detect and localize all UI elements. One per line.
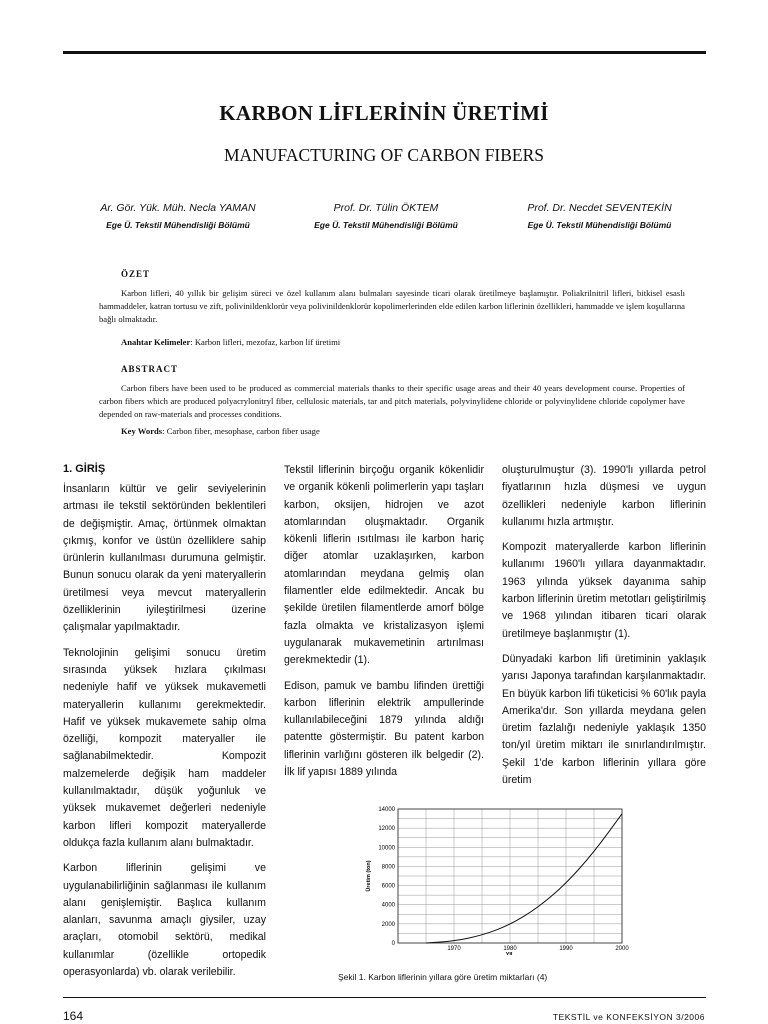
author-1 xyxy=(78,202,278,230)
paragraph: İnsanların kültür ve gelir seviyelerinin artması ile tekstil sektöründen beklentileri de değişmiştir. Amaç, örtünmek olmaktan çıkmış, konfor ve üstün özelliklere sahip ürünlerin kullanılması durumuna gelmiştir. Bunun sonucu olarak da yeni materyallerin üretilmesi veya mevcut materyallerin özelliklerinin iyileştirilmesi üzerine çalışmalar yapılmaktadır. xyxy=(63,483,266,634)
column-1 xyxy=(63,462,266,989)
column-3 xyxy=(502,462,706,797)
author-2 xyxy=(296,202,476,230)
ozet-keywords-label: Anahtar Kelimeler xyxy=(121,337,191,347)
author-affiliation: Ege Ü. Tekstil Mühendisliği Bölümü xyxy=(106,220,250,230)
y-tick-label: 12000 xyxy=(378,826,395,833)
x-axis-label: YIL xyxy=(505,952,515,955)
ozet-keywords xyxy=(121,336,685,349)
journal-name: TEKSTİL ve KONFEKSİYON 3/2006 xyxy=(552,1012,705,1022)
section-heading-giris: 1. GİRİŞ xyxy=(63,463,106,475)
top-rule xyxy=(63,51,706,54)
y-tick-label: 0 xyxy=(391,941,395,947)
author-name: Ar. Gör. Yük. Müh. Necla YAMAN xyxy=(100,202,256,214)
ozet-section xyxy=(99,268,685,349)
abstract-section xyxy=(99,363,685,438)
author-affiliation: Ege Ü. Tekstil Mühendisliği Bölümü xyxy=(314,220,458,230)
column-2 xyxy=(284,462,484,789)
author-affiliation: Ege Ü. Tekstil Mühendisliği Bölümü xyxy=(527,220,672,230)
paragraph: Edison, pamuk ve bambu lifinden ürettiği karbon liflerinin elektrik ampullerinde kullanılabileceğini 1879 yılında aldığı patentte göstermiştir. Bu patent karbon liflerinin varlığını gösteren ilk belgedir (2). İlk lif yapısı 1889 yılında xyxy=(284,679,484,779)
author-name: Prof. Dr. Tülin ÖKTEM xyxy=(333,202,439,214)
paragraph: Karbon liflerinin gelişimi ve uygulanabilirliğinin sağlanması ile kullanım alanı genişlemiştir. Başlıca kullanım alanları, savunma amaçlı giysiler, uzay araçları, otomobil sektörü, medikal kullanımlar (özellikle ortopedik operasyonlarda) vb. olarak verilebilir. xyxy=(63,862,266,979)
x-tick-label: 1980 xyxy=(503,946,517,952)
page-number: 164 xyxy=(63,1009,84,1023)
title-english: MANUFACTURING OF CARBON FIBERS xyxy=(223,145,545,165)
title-turkish: KARBON LİFLERİNİN ÜRETİMİ xyxy=(219,101,549,125)
ozet-heading: ÖZET xyxy=(121,269,151,279)
abstract-keywords-label: Key Words xyxy=(121,426,163,436)
x-tick-label: 1970 xyxy=(447,946,461,952)
paragraph: Teknolojinin gelişimi sonucu üretim sırasında yüksek hızlara çıkılması nedeniyle hafif ve yüksek mukavemetli materyallerin kullanımı gerekmektedir. Hafif ve yüksek mukavemete sahip olma özelliği, kompozit materyaller ile sağlanabilmektedir. Kompozit malzemelerde değişik ham maddeler kullanılmaktadır, düşük yoğunluk ve yüksek mukavemet değerleri nedeniyle karbon lifleri kompozit materyallerde oldukça fazla kullanım alanı bulmaktadır. xyxy=(63,646,266,849)
paragraph: Tekstil liflerinin birçoğu organik kökenlidir ve organik kökenli polimerlerin yapı taşları karbon, oksijen, hidrojen ve azot atomlarından oluşmaktadır. Organik kökenli liflerin ısıtılması ile karbon hariç diğer atomlar uzaklaşırken, karbon atomlarından meydana gelmiş olan filamentler elde edilmektedir. Ancak bu şekilde üretilen filamentlerde amorf bölge fazla olmakta ve kristalizasyon işlemi uygulanarak mukavemetinin artırılması gerekmektedir (1). xyxy=(284,464,484,667)
y-tick-label: 2000 xyxy=(381,921,395,928)
x-tick-label: 1990 xyxy=(559,946,573,952)
paragraph: oluşturulmuştur (3). 1990'lı yıllarda petrol fiyatlarının hızla düşmesi ve uygun özellikleri nedeniyle karbon liflerinin kullanımı hızla artmıştır. xyxy=(502,464,706,528)
y-tick-label: 14000 xyxy=(378,807,395,813)
ozet-keywords-text: : Karbon lifleri, mezofaz, karbon lif üretimi xyxy=(190,337,341,347)
y-tick-label: 8000 xyxy=(381,864,395,871)
y-tick-label: 6000 xyxy=(381,883,395,890)
y-axis-label: Üretim (ton) xyxy=(366,860,372,892)
paragraph: Dünyadaki karbon lifi üretiminin yaklaşık yarısı Japonya tarafından karşılanmaktadır. En büyük karbon lifi tüketicisi % 60'lık payla Amerika'dır. Son yıllarda meydana gelen üretim fazlalığı nedeniyle yaklaşık 1350 ton/yıl üretim miktarı ile sınırlandırılmıştır. Şekil 1'de karbon liflerinin yıllara göre üretim xyxy=(502,652,706,787)
ozet-text: Karbon lifleri, 40 yıllık bir gelişim süreci ve özel kullanım alanı bulmaları sayesinde ticari olarak üretilmeye başlamıştır. Poliakrilnitril lifleri, bitkisel esaslı hammaddeler, katran tortusu ve zift, polivinildenklorür veya polivinildenklorür kopolimerlerinden elde edilen karbon liflerinin özellikleri, hammadde ve işlem koşullarına bağlı olmaktadır. xyxy=(99,288,685,324)
x-tick-label: 2000 xyxy=(615,946,629,952)
figure-caption: Şekil 1. Karbon liflerinin yıllara göre üretim miktarları (4) xyxy=(338,972,548,982)
bottom-rule xyxy=(63,997,706,998)
production-chart xyxy=(360,805,630,955)
y-tick-label: 10000 xyxy=(378,845,395,852)
author-3 xyxy=(497,202,702,230)
abstract-keywords-text: : Carbon fiber, mesophase, carbon fiber usage xyxy=(162,426,320,436)
author-name: Prof. Dr. Necdet SEVENTEKİN xyxy=(527,202,672,214)
abstract-heading: ABSTRACT xyxy=(121,364,179,374)
paragraph: Kompozit materyallerde karbon liflerinin kullanımı 1960'lı yıllara dayanmaktadır. 1963 yılında yüksek dayanıma sahip karbon liflerinin üretim metotları geliştirilmiş ve 1968 yılından itibaren ticari olarak üretilmeye başlanmıştır (1). xyxy=(502,541,706,640)
abstract-text: Carbon fibers have been used to be produced as commercial materials thanks to their specific usage areas and their 40 years development course. Properties of carbon fibers which are produced polyacrylonitryl fiber, cellulosic materials, tar and pitch materials, polyvinylidene chloride or polyvinylidene chloride copolymer have depended on raw-materials and processes conditions. xyxy=(99,383,685,419)
abstract-keywords xyxy=(121,425,685,438)
y-tick-label: 4000 xyxy=(381,902,395,909)
